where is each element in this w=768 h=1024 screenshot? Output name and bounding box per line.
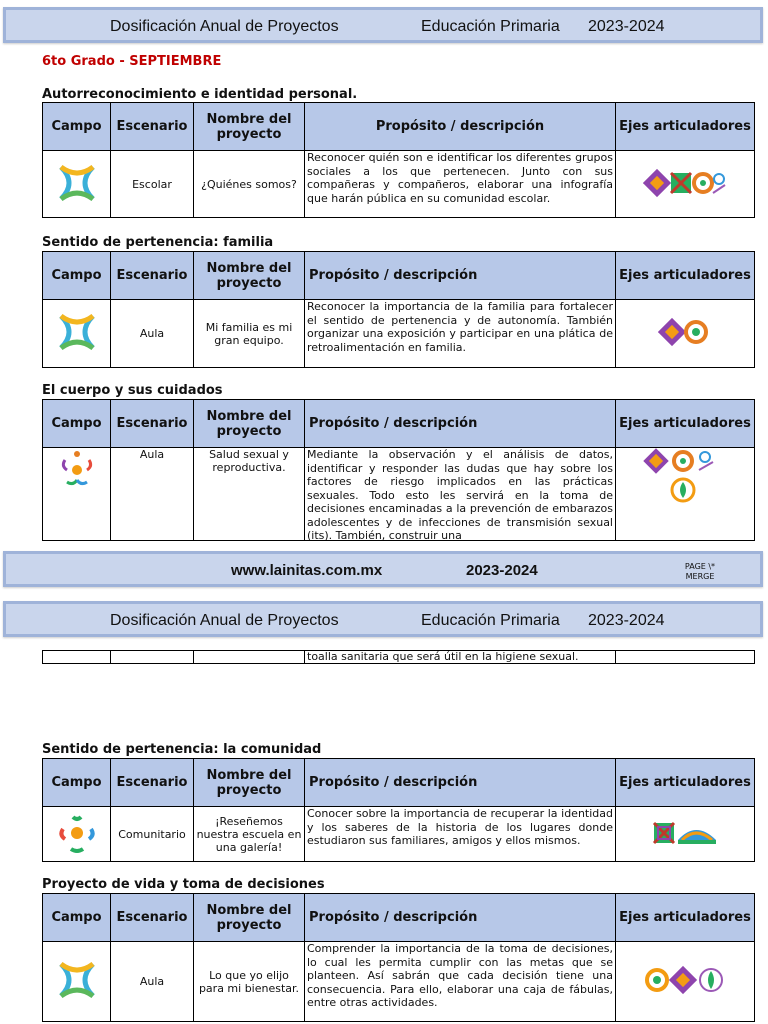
section-title: El cuerpo y sus cuidados <box>42 383 223 398</box>
project-table <box>42 758 755 862</box>
col-proposito: Propósito / descripción <box>305 400 616 448</box>
continuation-table <box>42 650 755 664</box>
ejes-articuladores-icons <box>650 818 720 848</box>
descripcion-cell: Comprender la importancia de la toma de decisiones, lo cual les permita cumplir con las metas que se planteen. Así sabrán que cada decisión tiene una consecuencia. Para ello, elaborar una caja de fábulas, entre otras actividades. <box>305 942 616 1022</box>
descripcion-continuation: toalla sanitaria que será útil en la higiene sexual. <box>305 651 616 664</box>
descripcion-cell: Conocer sobre la importancia de recuperar la identidad y los saberes de la historia de los lugares donde estudiaron sus familiares, amigos y ellos mismos. <box>305 807 616 862</box>
campo-cell <box>43 448 111 541</box>
table-row <box>43 300 755 368</box>
table-row <box>43 151 755 218</box>
ejes-cell <box>616 807 755 862</box>
section-title: Proyecto de vida y toma de decisiones <box>42 877 325 892</box>
col-nombre: Nombre del proyecto <box>194 103 305 151</box>
footer-banner <box>3 551 763 587</box>
project-table <box>42 251 755 368</box>
campo-cell <box>43 942 111 1022</box>
campo-cell <box>43 807 111 862</box>
section-title: Sentido de pertenencia: familia <box>42 235 274 250</box>
table-row <box>43 807 755 862</box>
nombre-cell: Lo que yo elijo para mi bienestar. <box>194 942 305 1022</box>
page-field: PAGE \* MERGE <box>684 562 716 581</box>
ejes-cell <box>616 151 755 218</box>
col-campo: Campo <box>43 400 111 448</box>
col-nombre: Nombre del proyecto <box>194 252 305 300</box>
escenario-cell: Aula <box>111 300 194 368</box>
nombre-cell: ¿Quiénes somos? <box>194 151 305 218</box>
col-proposito: Propósito / descripción <box>305 103 616 151</box>
table-header-row <box>43 894 755 942</box>
col-nombre: Nombre del proyecto <box>194 894 305 942</box>
nombre-cell: Mi familia es mi gran equipo. <box>194 300 305 368</box>
nombre-cell: ¡Reseñemos nuestra escuela en una galería! <box>194 807 305 862</box>
header-level: Educación Primaria <box>421 612 560 629</box>
col-escenario: Escenario <box>111 759 194 807</box>
col-escenario: Escenario <box>111 103 194 151</box>
nombre-cell: Salud sexual y reproductiva. <box>194 448 305 541</box>
ejes-articuladores-icons <box>643 167 727 199</box>
col-nombre: Nombre del proyecto <box>194 400 305 448</box>
header-title: Dosificación Anual de Proyectos <box>110 612 339 629</box>
campo-cell <box>43 300 111 368</box>
grade-month: 6to Grado - SEPTIEMBRE <box>42 54 222 69</box>
ejes-articuladores-icons <box>658 317 712 347</box>
footer-year: 2023-2024 <box>466 562 538 579</box>
section-title: Sentido de pertenencia: la comunidad <box>42 742 322 757</box>
descripcion-cell: Reconocer quién son e identificar los diferentes grupos sociales a los que pertenecen. Junto con sus compañeras y compañeros, elaborar una infografía que harán pública en su comunidad escolar. <box>305 151 616 218</box>
header-title: Dosificación Anual de Proyectos <box>110 18 339 35</box>
header-year: 2023-2024 <box>588 612 665 629</box>
table-header-row <box>43 400 755 448</box>
campo-formativo-icon <box>55 448 99 492</box>
table-row <box>43 651 755 664</box>
ejes-cell <box>616 448 755 541</box>
escenario-cell: Comunitario <box>111 807 194 862</box>
ejes-cell <box>616 942 755 1022</box>
col-ejes: Ejes articuladores <box>616 894 755 942</box>
table-row <box>43 448 755 541</box>
table-header-row <box>43 103 755 151</box>
descripcion-text: Mediante la observación y el análisis de datos, identificar y responder las dudas que hay sobre los factores de riesgo implicados en las prácticas sexuales. Todo esto les servirá en la toma de decisiones encaminadas a la prevención de embarazos adolescentes y de infecciones de transmisión sexual (its). También, construir una <box>307 448 613 540</box>
campo-formativo-icon <box>55 161 99 205</box>
col-escenario: Escenario <box>111 252 194 300</box>
table-row <box>43 942 755 1022</box>
col-escenario: Escenario <box>111 400 194 448</box>
ejes-articuladores-icons <box>643 965 727 995</box>
section-title: Autorreconocimiento e identidad personal. <box>42 87 358 102</box>
col-nombre: Nombre del proyecto <box>194 759 305 807</box>
col-ejes: Ejes articuladores <box>616 400 755 448</box>
table-header-row <box>43 759 755 807</box>
campo-formativo-icon <box>55 811 99 855</box>
campo-formativo-icon <box>55 310 99 354</box>
descripcion-cell <box>305 448 616 541</box>
descripcion-cell: Reconocer la importancia de la familia para fortalecer el sentido de pertenencia y de autonomía. También organizar una exposición y participar en una plática de retroalimentación en familia. <box>305 300 616 368</box>
header-level: Educación Primaria <box>421 18 560 35</box>
escenario-cell: Escolar <box>111 151 194 218</box>
campo-formativo-icon <box>55 958 99 1002</box>
header-year: 2023-2024 <box>588 18 665 35</box>
escenario-cell: Aula <box>111 448 194 541</box>
col-ejes: Ejes articuladores <box>616 252 755 300</box>
project-table <box>42 102 755 218</box>
col-campo: Campo <box>43 894 111 942</box>
escenario-cell: Aula <box>111 942 194 1022</box>
ejes-cell <box>616 300 755 368</box>
col-proposito: Propósito / descripción <box>305 252 616 300</box>
col-proposito: Propósito / descripción <box>305 894 616 942</box>
header-banner <box>3 601 763 637</box>
ejes-articuladores-icons <box>643 448 727 504</box>
col-campo: Campo <box>43 759 111 807</box>
col-ejes: Ejes articuladores <box>616 759 755 807</box>
campo-cell <box>43 151 111 218</box>
footer-site: www.lainitas.com.mx <box>231 562 383 579</box>
project-table <box>42 893 755 1022</box>
header-banner <box>3 7 763 43</box>
col-proposito: Propósito / descripción <box>305 759 616 807</box>
project-table <box>42 399 755 541</box>
table-header-row <box>43 252 755 300</box>
col-escenario: Escenario <box>111 894 194 942</box>
col-campo: Campo <box>43 252 111 300</box>
col-campo: Campo <box>43 103 111 151</box>
col-ejes: Ejes articuladores <box>616 103 755 151</box>
